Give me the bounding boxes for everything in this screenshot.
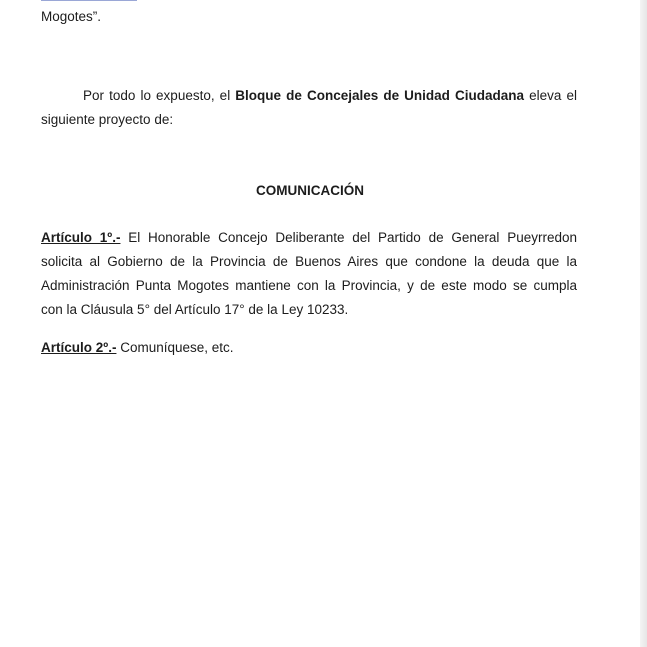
page-edge xyxy=(640,0,647,647)
bloque-name: Bloque de Concejales de Unidad Ciudadana xyxy=(235,88,525,103)
article-1-line-2: solicita al Gobierno de la Provincia de Buenos Aires que condone la deuda que la xyxy=(41,254,577,269)
cropped-previous-line xyxy=(41,0,137,1)
article-1-label: Artículo 1º.- xyxy=(41,230,121,245)
article-1-line-3: Administración Punta Mogotes mantiene con la Provincia, y de este modo se cumpla xyxy=(41,278,577,293)
section-heading: COMUNICACIÓN xyxy=(256,183,364,198)
intro-paragraph-line-2: siguiente proyecto de: xyxy=(41,112,174,127)
article-1-line-1: Artículo 1º.- El Honorable Concejo Deliberante del Partido de General Pueyrredon xyxy=(41,230,577,245)
article-2: Artículo 2º.- Comuníquese, etc. xyxy=(41,340,234,355)
article-2-label: Artículo 2º.- xyxy=(41,340,117,355)
intro-paragraph-line-1: Por todo lo expuesto, el Bloque de Concejales de Unidad Ciudadana eleva el xyxy=(83,88,577,103)
article-1-line-4: con la Cláusula 5° del Artículo 17° de la Ley 10233. xyxy=(41,302,349,317)
previous-paragraph-end: Mogotes”. xyxy=(41,9,102,24)
